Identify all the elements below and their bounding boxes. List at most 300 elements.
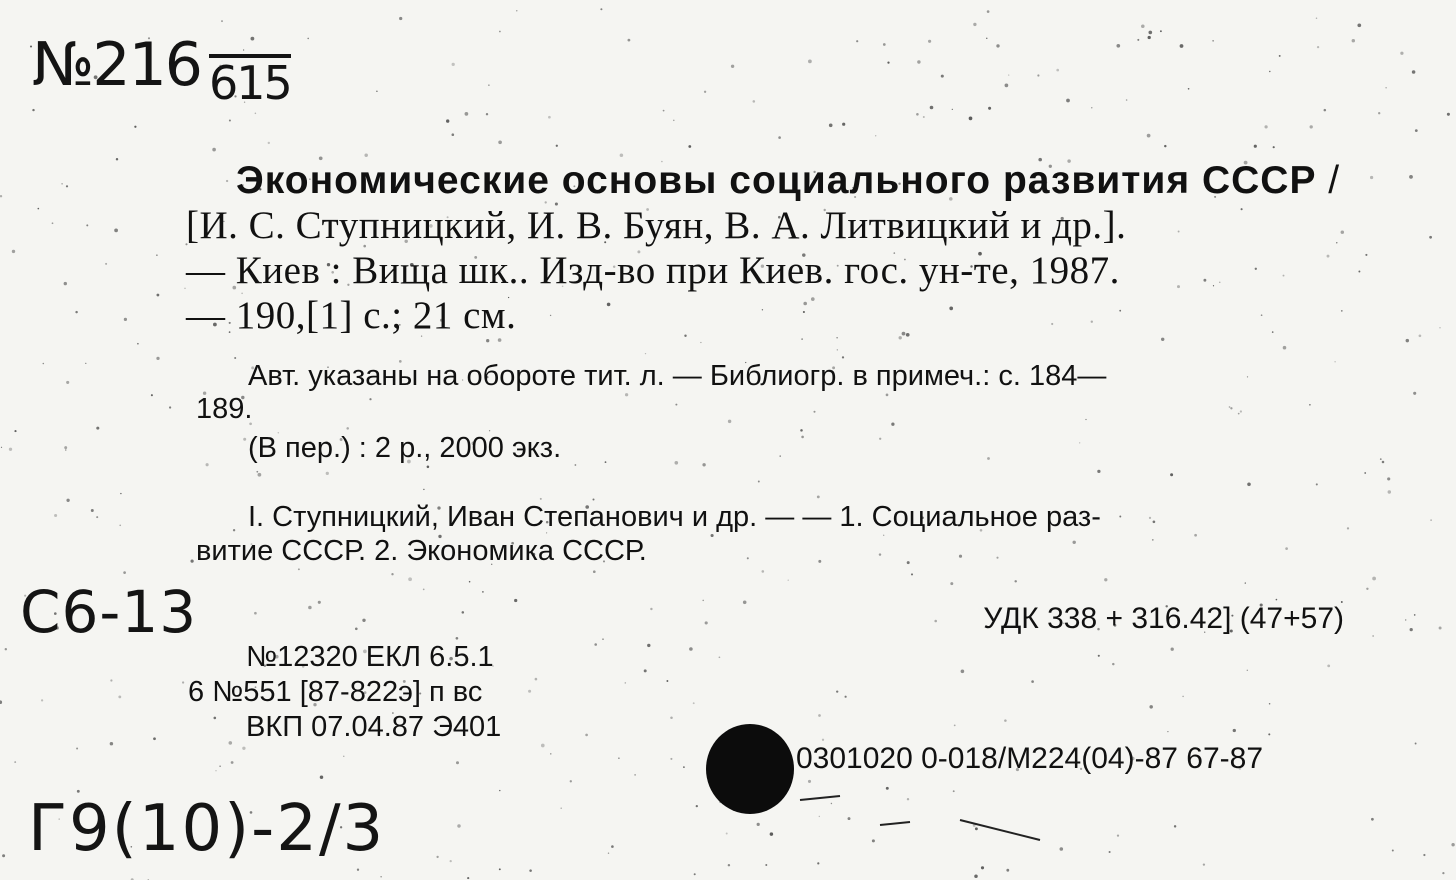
paper-speck	[116, 158, 118, 160]
paper-speck	[1056, 69, 1059, 72]
paper-speck	[76, 747, 78, 749]
paper-speck	[52, 222, 54, 224]
paper-speck	[593, 570, 596, 573]
bibliography-note-continued: 189.	[196, 393, 253, 425]
paper-speck	[124, 318, 127, 321]
paper-speck	[1160, 30, 1162, 32]
udc-code: УДК 338 + 316.42] (47+57)	[983, 602, 1344, 635]
paper-speck	[829, 123, 833, 127]
paper-speck	[1415, 129, 1418, 132]
paper-speck	[221, 20, 223, 22]
tracings	[196, 500, 1346, 568]
paper-speck	[954, 725, 956, 727]
paper-speck	[452, 63, 455, 66]
paper-speck	[996, 44, 999, 47]
paper-speck	[1180, 44, 1184, 48]
paper-speck	[86, 224, 88, 226]
paper-speck	[628, 39, 631, 42]
paper-speck	[801, 338, 803, 340]
paper-speck	[1372, 577, 1376, 581]
paper-speck	[817, 496, 820, 499]
paper-speck	[1141, 24, 1145, 28]
paper-speck	[1006, 869, 1009, 872]
paper-speck	[467, 877, 469, 879]
paper-speck	[255, 113, 257, 115]
paper-speck	[1161, 338, 1164, 341]
paper-speck	[156, 294, 159, 297]
paper-speck	[974, 875, 978, 879]
paper-speck	[953, 790, 955, 792]
title-line	[186, 158, 1346, 203]
paper-speck	[219, 765, 220, 766]
paper-speck	[911, 573, 913, 575]
code-line-2: 6 №551 [87-822э] п вс	[188, 676, 483, 708]
paper-speck	[1245, 582, 1246, 583]
price-note: (В пер.) : 2 р., 2000 экз.	[248, 432, 562, 464]
paper-speck	[258, 473, 262, 477]
paper-speck	[670, 717, 673, 720]
publication-code: 0301020 0-018/М224(04)-87 67-87	[796, 742, 1264, 775]
paper-speck	[1324, 109, 1327, 112]
paper-speck	[91, 509, 94, 512]
paper-speck	[1412, 70, 1416, 74]
paper-speck	[307, 38, 309, 40]
paper-speck	[696, 805, 698, 807]
paper-speck	[1382, 461, 1385, 464]
paper-speck	[528, 690, 531, 693]
paper-speck	[762, 570, 765, 573]
paper-speck	[1430, 519, 1432, 521]
paper-speck	[169, 406, 171, 408]
paper-speck	[719, 656, 721, 658]
paper-speck	[645, 353, 646, 354]
paper-speck	[1405, 619, 1406, 620]
paper-speck	[608, 853, 609, 854]
paper-speck	[391, 573, 393, 575]
paper-speck	[1264, 125, 1267, 128]
paper-speck	[1419, 334, 1422, 337]
tracing-line-2: витие СССР. 2. Экономика СССР.	[196, 535, 647, 567]
paper-speck	[1439, 327, 1440, 328]
paper-speck	[1060, 847, 1064, 851]
paper-speck	[647, 644, 650, 647]
paper-speck	[770, 832, 773, 835]
paper-speck	[1126, 99, 1128, 101]
bibliography-note: Авт. указаны на обороте тит. л. — Библиогр. в примеч.: с. 184—	[248, 360, 1107, 392]
paper-speck	[482, 591, 484, 593]
paper-speck	[886, 787, 889, 790]
paper-speck	[788, 580, 789, 581]
paper-speck	[436, 856, 438, 858]
paper-speck	[731, 65, 734, 68]
paper-speck	[256, 471, 258, 473]
paper-speck	[1188, 88, 1190, 90]
paper-speck	[986, 38, 987, 39]
paper-speck	[61, 183, 63, 185]
handwritten-number-sup: 615	[208, 56, 291, 110]
paper-speck	[663, 110, 665, 112]
paper-speck	[465, 112, 469, 116]
paper-speck	[817, 862, 819, 864]
paper-speck	[320, 776, 323, 779]
paper-speck	[41, 699, 43, 701]
paper-speck	[1370, 176, 1373, 179]
paper-speck	[930, 106, 934, 110]
tracing-line-1: I. Ступницкий, Иван Степанович и др. — — 1. Социальное раз-	[248, 501, 1101, 533]
paper-speck	[1109, 851, 1111, 853]
paper-speck	[96, 516, 98, 518]
paper-speck	[941, 75, 944, 78]
paper-speck	[66, 381, 69, 384]
paper-speck	[1005, 84, 1009, 88]
paper-speck	[1414, 614, 1416, 616]
paper-speck	[156, 254, 158, 256]
paper-speck	[488, 84, 489, 85]
paper-speck	[1358, 271, 1360, 273]
paper-speck	[1147, 134, 1151, 138]
paper-speck	[875, 135, 876, 136]
paper-speck	[1385, 87, 1386, 88]
paper-speck	[1371, 818, 1374, 821]
paper-speck	[726, 833, 728, 835]
paper-speck	[1091, 107, 1092, 108]
paper-speck	[1174, 825, 1176, 827]
paper-speck	[1149, 705, 1152, 708]
paper-speck	[765, 864, 767, 866]
paper-speck	[778, 136, 781, 139]
paper-speck	[118, 695, 121, 698]
paper-speck	[1, 447, 2, 448]
paper-speck	[355, 627, 358, 630]
paper-speck	[456, 761, 459, 764]
handwritten-classification: С6-13	[20, 578, 198, 646]
paper-speck	[1283, 346, 1287, 350]
paper-speck	[1439, 627, 1442, 630]
paper-speck	[399, 17, 402, 20]
paper-speck	[469, 581, 471, 583]
paper-speck	[427, 466, 430, 469]
paper-speck	[54, 514, 57, 517]
service-codes	[188, 640, 501, 745]
paper-speck	[570, 780, 572, 782]
paper-speck	[1268, 733, 1270, 735]
paper-speck	[357, 869, 359, 871]
paper-speck	[818, 714, 821, 717]
paper-speck	[364, 154, 367, 157]
paper-speck	[362, 619, 365, 622]
paper-speck	[757, 823, 760, 826]
paper-speck	[1254, 145, 1257, 148]
paper-speck	[831, 803, 832, 804]
paper-speck	[486, 113, 488, 115]
paper-speck	[917, 60, 920, 63]
black-dot-mark	[706, 724, 794, 814]
paper-speck	[318, 601, 321, 604]
paper-speck	[43, 363, 45, 365]
paper-speck	[65, 449, 66, 450]
paper-speck	[1148, 36, 1151, 39]
paper-speck	[883, 43, 886, 46]
paper-speck	[1116, 44, 1120, 48]
paper-speck	[1117, 834, 1119, 836]
paper-speck	[702, 600, 704, 602]
handwritten-shelf-mark	[32, 30, 291, 110]
paper-speck	[85, 363, 86, 364]
paper-speck	[137, 343, 139, 345]
paper-speck	[308, 606, 312, 610]
paper-speck	[758, 481, 760, 483]
paper-speck	[1008, 74, 1009, 75]
paper-speck	[694, 873, 696, 875]
paper-speck	[1423, 854, 1425, 856]
paper-speck	[191, 560, 194, 563]
paper-speck	[408, 577, 412, 581]
paper-speck	[64, 446, 67, 449]
paper-speck	[969, 117, 973, 121]
paper-speck	[620, 153, 624, 157]
bibliographic-entry	[186, 158, 1346, 338]
paper-speck	[1447, 113, 1450, 116]
paper-speck	[1366, 588, 1368, 590]
paper-speck	[156, 357, 159, 360]
paper-speck	[585, 734, 588, 737]
paper-speck	[872, 839, 875, 842]
paper-speck	[423, 589, 425, 591]
code-line-3: ВКП 07.04.87 Э401	[246, 711, 502, 743]
paper-speck	[842, 356, 844, 358]
paper-speck	[704, 91, 706, 93]
paper-speck	[182, 681, 184, 683]
authors-line: [И. С. Ступницкий, И. В. Буян, В. А. Литвицкий и др.].	[186, 204, 1127, 247]
paper-speck	[110, 679, 112, 681]
paper-speck	[1247, 483, 1251, 487]
paper-speck	[1269, 703, 1271, 705]
paper-speck	[0, 700, 2, 704]
paper-speck	[743, 601, 747, 605]
paper-speck	[916, 113, 919, 116]
book-title: Экономические основы социального развития СССР	[236, 159, 1317, 202]
paper-speck	[541, 744, 545, 748]
paper-speck	[1203, 863, 1205, 865]
paper-speck	[298, 568, 300, 570]
paper-speck	[1098, 655, 1100, 657]
paper-speck	[887, 61, 889, 63]
paper-speck	[376, 91, 378, 93]
paper-speck	[1273, 146, 1275, 148]
paper-speck	[153, 737, 156, 740]
paper-speck	[529, 869, 532, 872]
paper-speck	[499, 790, 500, 791]
paper-speck	[907, 798, 909, 800]
paper-speck	[666, 680, 668, 682]
paper-speck	[1364, 472, 1366, 474]
paper-speck	[845, 696, 847, 698]
paper-speck	[326, 472, 329, 475]
paper-scratch	[800, 796, 840, 800]
paper-speck	[1066, 99, 1070, 103]
paper-speck	[618, 757, 620, 759]
paper-speck	[9, 448, 12, 451]
paper-speck	[14, 430, 16, 432]
paper-speck	[837, 349, 838, 350]
paper-speck	[988, 107, 991, 110]
paper-speck	[1148, 31, 1152, 35]
paper-speck	[952, 109, 953, 110]
paper-speck	[75, 311, 77, 313]
paper-speck	[66, 499, 69, 502]
paper-speck	[1279, 55, 1281, 57]
paper-speck	[457, 824, 460, 827]
paper-speck	[928, 40, 931, 43]
paper-speck	[1380, 458, 1382, 460]
paper-speck	[1352, 39, 1355, 42]
paper-speck	[808, 780, 811, 783]
paper-speck	[688, 145, 691, 148]
paper-speck	[1170, 473, 1173, 476]
paper-speck	[1137, 39, 1139, 41]
paper-speck	[1372, 635, 1373, 636]
paper-speck	[5, 648, 7, 650]
paper-speck	[1400, 52, 1403, 55]
handwritten-number: №216	[32, 30, 201, 100]
extent-line: — 190,[1] с.; 21 см.	[186, 294, 517, 337]
paper-speck	[446, 119, 449, 122]
paper-speck	[1167, 731, 1168, 732]
paper-speck	[808, 60, 812, 64]
paper-speck	[242, 747, 245, 750]
paper-speck	[32, 109, 34, 111]
paper-speck	[499, 868, 501, 870]
paper-speck	[1388, 490, 1391, 493]
paper-speck	[1104, 578, 1107, 581]
paper-speck	[268, 142, 270, 144]
paper-speck	[1406, 339, 1409, 342]
notes	[196, 360, 1346, 465]
paper-speck	[1365, 254, 1367, 256]
paper-speck	[670, 758, 672, 760]
paper-speck	[1031, 680, 1034, 683]
paper-speck	[452, 133, 455, 136]
paper-speck	[1357, 23, 1361, 27]
paper-speck	[1097, 470, 1100, 473]
paper-speck	[134, 126, 136, 128]
paper-speck	[560, 807, 561, 808]
paper-speck	[961, 670, 965, 674]
paper-speck	[1310, 125, 1313, 128]
code-line-1: №12320 ЕКЛ 6.5.1	[246, 641, 494, 673]
paper-speck	[981, 866, 984, 869]
paper-speck	[514, 599, 517, 602]
paper-speck	[1212, 40, 1213, 41]
paper-speck	[96, 427, 99, 430]
paper-speck	[1014, 580, 1016, 582]
paper-speck	[1429, 236, 1432, 239]
paper-speck	[556, 145, 558, 147]
paper-speck	[151, 394, 153, 396]
paper-speck	[1327, 665, 1330, 668]
paper-speck	[1171, 648, 1174, 651]
paper-speck	[486, 339, 489, 342]
paper-speck	[550, 753, 551, 754]
paper-speck	[1233, 729, 1236, 732]
paper-speck	[683, 766, 685, 768]
paper-speck	[1442, 872, 1444, 874]
paper-speck	[1387, 477, 1390, 480]
paper-speck	[1410, 628, 1413, 631]
paper-speck	[1316, 483, 1318, 485]
paper-speck	[516, 10, 517, 11]
paper-speck	[1378, 112, 1380, 114]
paper-speck	[212, 148, 216, 152]
paper-speck	[611, 845, 614, 848]
paper-speck	[650, 608, 652, 610]
paper-speck	[1276, 599, 1278, 601]
paper-speck	[66, 185, 68, 187]
title-separator: /	[1328, 159, 1341, 202]
paper-speck	[114, 229, 118, 233]
paper-speck	[14, 761, 16, 763]
paper-speck	[1317, 46, 1319, 48]
paper-speck	[215, 770, 216, 771]
paper-speck	[705, 621, 708, 624]
publisher-line: — Киев : Вища шк.. Изд-во при Киев. гос. ун-те, 1987.	[186, 249, 1120, 292]
paper-speck	[1347, 527, 1349, 529]
paper-speck	[822, 739, 824, 741]
paper-speck	[423, 489, 424, 490]
paper-speck	[499, 31, 501, 33]
paper-speck	[64, 282, 67, 285]
paper-speck	[12, 250, 15, 253]
paper-speck	[975, 827, 978, 830]
paper-speck	[602, 638, 604, 640]
paper-speck	[1451, 843, 1454, 846]
paper-speck	[231, 761, 234, 764]
paper-speck	[693, 702, 695, 704]
paper-speck	[836, 690, 838, 692]
paper-speck	[673, 120, 674, 121]
paper-speck	[1004, 719, 1007, 722]
paper-speck	[600, 8, 602, 10]
paper-speck	[923, 116, 925, 118]
paper-speck	[234, 357, 236, 359]
paper-speck	[2, 854, 5, 857]
handwritten-bottom-mark: Г9(10)-2/3	[28, 792, 386, 866]
paper-speck	[1112, 663, 1114, 665]
paper-speck	[700, 342, 701, 343]
paper-speck	[973, 23, 976, 26]
paper-speck	[1392, 850, 1394, 852]
paper-speck	[728, 864, 730, 866]
paper-speck	[634, 774, 636, 776]
paper-scratch	[960, 820, 1040, 840]
paper-speck	[0, 195, 2, 197]
paper-speck	[343, 756, 344, 757]
paper-speck	[689, 647, 693, 651]
paper-speck	[950, 582, 953, 585]
paper-speck	[498, 338, 502, 342]
paper-speck	[123, 571, 126, 574]
paper-speck	[1182, 696, 1184, 698]
paper-speck	[105, 263, 107, 265]
paper-speck	[1316, 18, 1317, 19]
paper-speck	[1413, 392, 1416, 395]
paper-speck	[1247, 670, 1248, 671]
paper-speck	[625, 682, 627, 684]
paper-speck	[254, 612, 257, 615]
paper-speck	[644, 669, 647, 672]
paper-speck	[1415, 743, 1417, 745]
paper-speck	[987, 10, 990, 13]
